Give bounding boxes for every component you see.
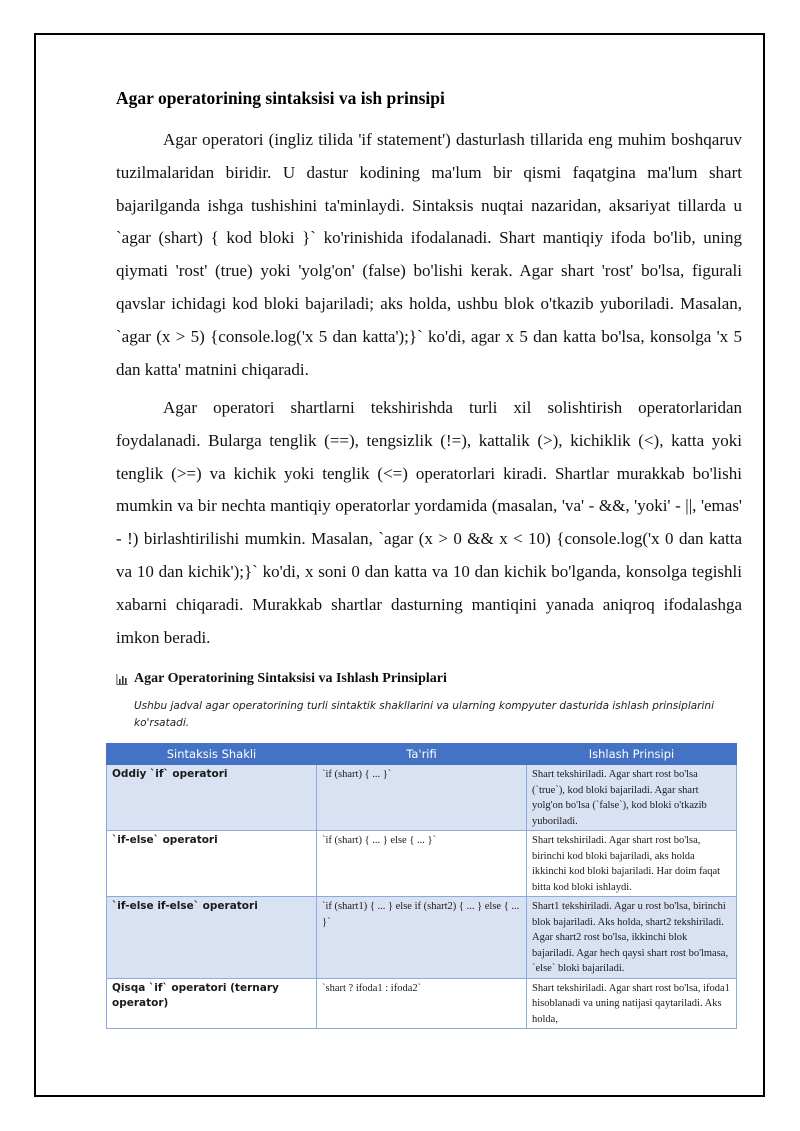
principle-cell: Shart1 tekshiriladi. Agar u rost bo'lsa, birinchi blok bajariladi. Aks holda, shart2 tekshiriladi. Agar shart2 rost bo'lsa, ikkinchi blok bajariladi. Agar hech qaysi shart rost bo'lmasa, `else` bloki bajariladi. xyxy=(527,897,737,979)
principle-cell: Shart tekshiriladi. Agar shart rost bo'lsa (`true`), kod bloki bajariladi. Agar shart yolg'on bo'lsa (`false`), kod bloki o'tkazib yuboriladi. xyxy=(527,765,737,831)
table-header-row xyxy=(107,744,737,765)
table-row xyxy=(107,831,737,897)
paragraph-1: Agar operatori (ingliz tilida 'if statement') dasturlash tillarida eng muhim boshqaruv tuzilmalaridan biridir. U dastur kodining ma'lum bir qismi faqatgina ma'lum shart bajarilganda ishga tushishini ta'minlaydi. Sintaksis nuqtai nazaridan, aksariyat tillarda u `agar (shart) { kod bloki }` ko'rinishida ifodalanadi. Shart mantiqiy ifoda bo'lib, uning qiymati 'rost' (true) yoki 'yolg'on' (false) bo'lishi kerak. Agar shart 'rost' bo'lsa, figurali qavslar ichidagi kod bloki bajariladi; aks holda, ushbu blok o'tkazib yuboriladi. Masalan, `agar (x > 5) {console.log('x 5 dan katta');}` ko'di, agar x 5 dan katta bo'lsa, konsolga 'x 5 dan katta' matnini chiqaradi. xyxy=(116,130,742,379)
column-header: Sintaksis Shakli xyxy=(107,744,317,765)
table-title xyxy=(116,671,447,687)
definition-cell: `if (shart1) { ... } else if (shart2) { ... } else { ... }` xyxy=(317,897,527,979)
table-row xyxy=(107,765,737,831)
definition-cell: `shart ? ifoda1 : ifoda2` xyxy=(317,978,527,1028)
table-title-text: Agar Operatorining Sintaksisi va Ishlash Prinsiplari xyxy=(134,671,447,686)
principle-cell: Shart tekshiriladi. Agar shart rost bo'lsa, birinchi kod bloki bajariladi, aks holda ikkinchi kod bloki bajariladi. Har doim faqat bitta kod bloki ishlaydi. xyxy=(527,831,737,897)
column-header: Ishlash Prinsipi xyxy=(527,744,737,765)
definition-cell: `if (shart) { ... } else { ... }` xyxy=(317,831,527,897)
principle-cell xyxy=(527,978,737,1028)
syntax-form-cell: Oddiy `if` operatori xyxy=(107,765,317,831)
table-row xyxy=(107,978,737,1028)
bar-chart-icon xyxy=(116,673,128,685)
principle-text: Shart tekshiriladi. Agar shart rost bo'lsa, ifoda1 hisoblanadi va uning natijasi qaytariladi. Aks holda, xyxy=(532,982,730,1025)
table-row xyxy=(107,897,737,979)
syntax-form-cell: `if-else` operatori xyxy=(107,831,317,897)
syntax-table xyxy=(106,743,737,1029)
table-caption: Ushbu jadval agar operatorining turli sintaktik shakllarini va ularning kompyuter dasturida ishlash prinsiplarini ko'rsatadi. xyxy=(134,700,714,729)
syntax-form-cell: `if-else if-else` operatori xyxy=(107,897,317,979)
column-header: Ta'rifi xyxy=(317,744,527,765)
syntax-form-cell: Qisqa `if` operatori (ternary operator) xyxy=(107,978,317,1028)
section-heading: Agar operatorining sintaksisi va ish prinsipi xyxy=(116,88,445,108)
paragraph-2: Agar operatori shartlarni tekshirishda turli xil solishtirish operatorlaridan foydalanadi. Bularga tenglik (==), tengsizlik (!=), kattalik (>), kichiklik (<), katta yoki tenglik (>=) va kichik yoki tenglik (<=) operatorlari kiradi. Shartlar murakkab bo'lishi mumkin va bir nechta mantiqiy operatorlar yordamida (masalan, 'va' - &&, 'yoki' - ||, 'emas' - !) birlashtirilishi mumkin. Masalan, `agar (x > 0 && x < 10) {console.log('x 0 dan katta va 10 dan kichik');}` ko'di, x soni 0 dan katta va 10 dan kichik bo'lganda, konsolga tegishli xabarni chiqaradi. Murakkab shartlar dasturning mantiqini yanada aniqroq ifodalashga imkon beradi. xyxy=(116,398,742,647)
definition-cell: `if (shart) { ... }` xyxy=(317,765,527,831)
